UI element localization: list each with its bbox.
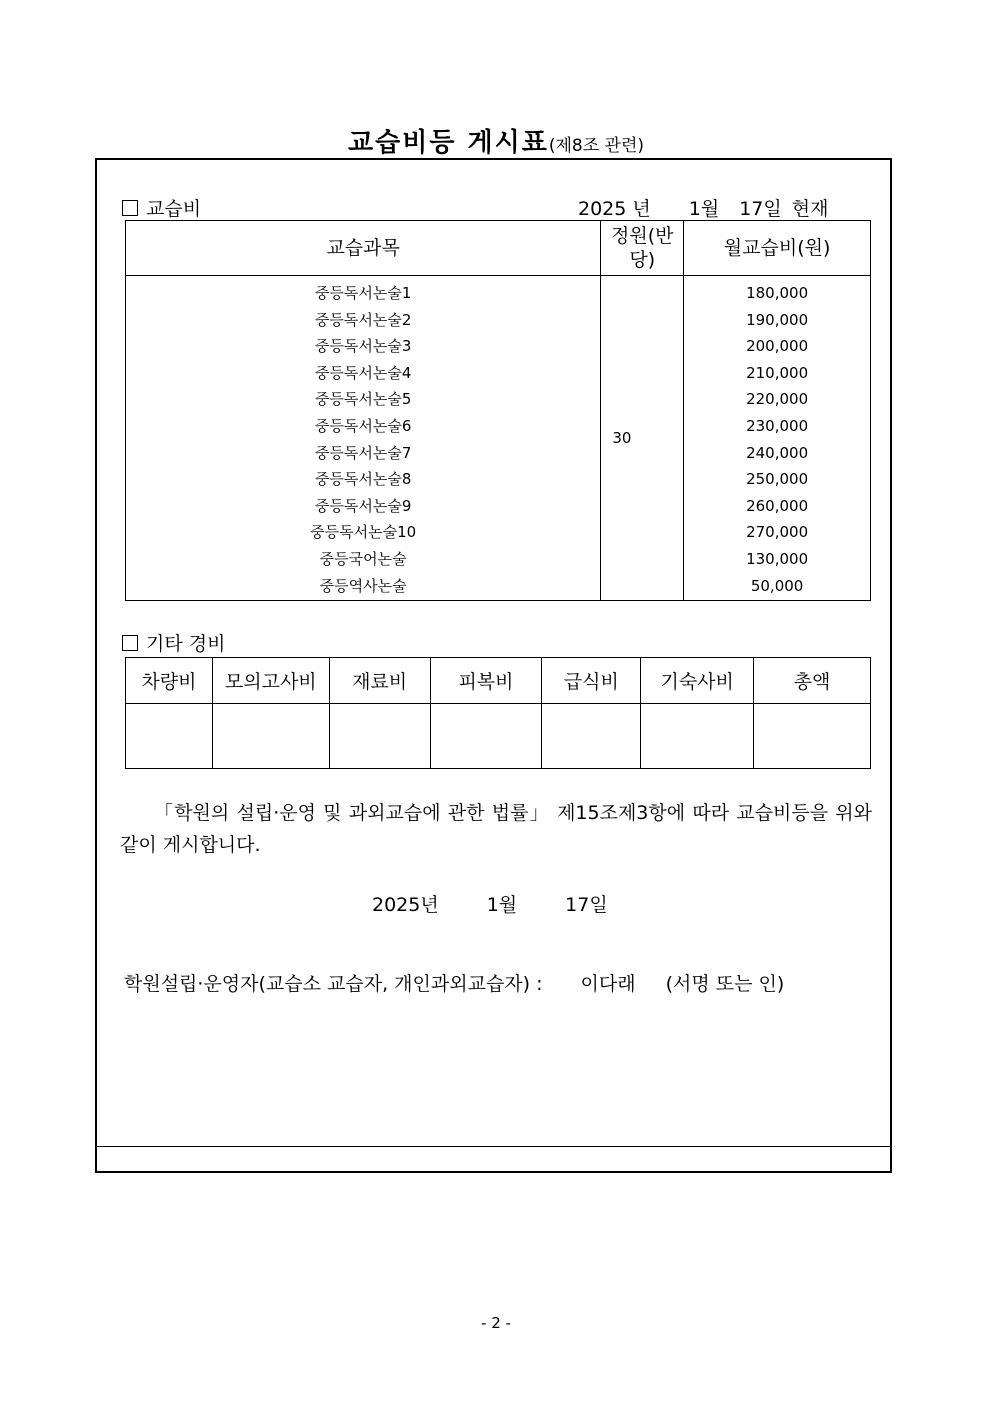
title-main: 교습비등 게시표 (347, 128, 549, 158)
subject-cell: 중등독서논술5 (314, 390, 412, 409)
page-number: - 2 - (481, 1314, 511, 1332)
sign-date (372, 890, 608, 917)
header-dormitory: 기숙사비 (641, 658, 754, 704)
frame-divider (97, 1146, 890, 1147)
operator-seal-note: (서명 또는 인) (665, 973, 785, 995)
date-day: 17일 (739, 198, 782, 220)
fee-table (125, 220, 871, 601)
subject-cell: 중등독서논술3 (314, 337, 412, 356)
header-capacity: 정원(반당) (601, 221, 684, 276)
sign-year: 2025년 (372, 894, 439, 916)
fee-cell: 190,000 (746, 310, 809, 329)
header-mock-exam: 모의고사비 (212, 658, 329, 704)
other-expenses-table (125, 657, 871, 769)
other-header-row (126, 658, 871, 704)
header-monthly-fee: 월교습비(원) (684, 221, 871, 276)
date-year: 2025 년 (578, 198, 651, 220)
other-heading-label: 기타 경비 (146, 633, 226, 655)
value-clothing (430, 704, 542, 769)
subject-cell: 중등국어논술 (319, 549, 407, 568)
subject-column (126, 276, 601, 601)
value-meals (542, 704, 641, 769)
date-month: 1월 (688, 198, 720, 220)
fee-cell: 250,000 (746, 470, 809, 489)
header-subject: 교습과목 (126, 221, 601, 276)
header-vehicle: 차량비 (126, 658, 213, 704)
fee-cell: 220,000 (746, 390, 809, 409)
subject-cell: 중등독서논술8 (314, 470, 412, 489)
subject-cell: 중등독서논술1 (314, 284, 412, 302)
other-section-heading (122, 629, 225, 656)
fee-date-line (578, 194, 828, 221)
fee-cell: 240,000 (746, 443, 809, 462)
fee-table-header-row (126, 221, 871, 276)
title-sub: (제8조 관련) (548, 136, 645, 156)
checkbox-square-icon (122, 635, 138, 651)
fee-table-body-row (126, 276, 871, 601)
document-title (0, 122, 992, 159)
statement-paragraph: 「학원의 설립·운영 및 과외교습에 관한 법률」 제15조제3항에 따라 교습비등을 위와 같이 게시합니다. (120, 802, 872, 856)
fee-section-heading (122, 194, 201, 221)
fee-cell: 270,000 (746, 523, 809, 542)
fee-cell: 200,000 (746, 337, 809, 356)
header-meals: 급식비 (542, 658, 641, 704)
checkbox-square-icon (122, 200, 138, 216)
header-clothing: 피복비 (430, 658, 542, 704)
subject-cell: 중등역사논술 (319, 576, 407, 595)
operator-name: 이다래 (580, 973, 636, 995)
value-vehicle (126, 704, 213, 769)
value-materials (329, 704, 430, 769)
fee-heading-label: 교습비 (146, 198, 202, 220)
sign-day: 17일 (565, 894, 608, 916)
capacity-cell: 30 (601, 276, 684, 601)
subject-cell: 중등독서논술10 (310, 523, 417, 542)
fee-cell: 260,000 (746, 496, 809, 515)
fee-cell: 130,000 (746, 549, 809, 568)
subject-cell: 중등독서논술2 (314, 310, 412, 329)
subject-cell: 중등독서논술4 (314, 363, 412, 382)
subject-cell: 중등독서논술6 (314, 416, 412, 435)
subject-cell: 중등독서논술7 (314, 443, 412, 462)
value-dormitory (641, 704, 754, 769)
date-suffix: 현재 (791, 198, 829, 220)
fee-column (684, 276, 871, 601)
fee-cell: 50,000 (750, 576, 804, 595)
operator-label: 학원설립·운영자(교습소 교습자, 개인과외교습자) : (124, 973, 543, 995)
other-value-row (126, 704, 871, 769)
fee-cell: 230,000 (746, 416, 809, 435)
header-materials: 재료비 (329, 658, 430, 704)
header-total: 총액 (754, 658, 871, 704)
operator-line (124, 969, 784, 996)
sign-month: 1월 (486, 894, 518, 916)
value-mock-exam (212, 704, 329, 769)
fee-cell: 180,000 (746, 284, 809, 302)
value-total (754, 704, 871, 769)
subject-cell: 중등독서논술9 (314, 496, 412, 515)
fee-cell: 210,000 (746, 363, 809, 382)
